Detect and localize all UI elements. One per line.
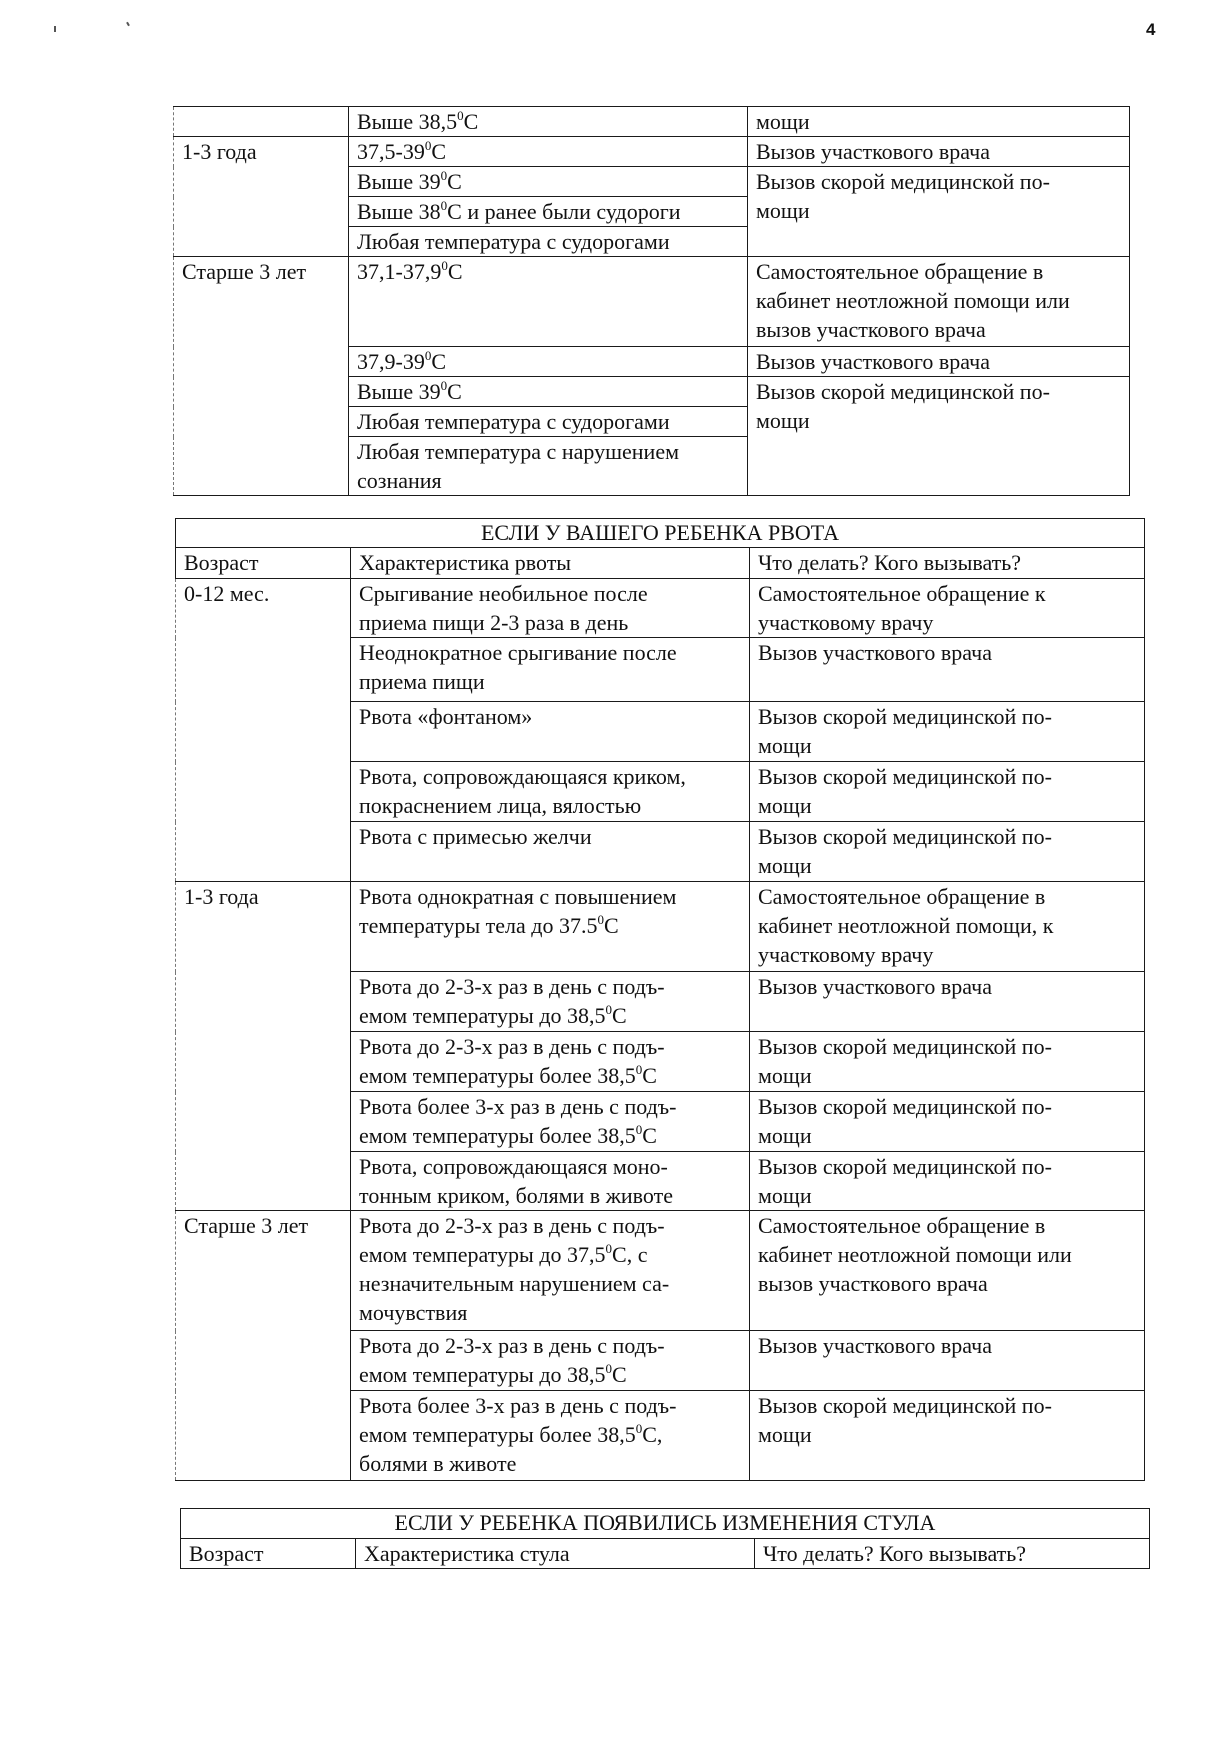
age-cell: 1-3 года (174, 137, 349, 257)
header-characteristic: Характеристика рвоты (351, 548, 750, 579)
header-age: Возраст (176, 548, 351, 579)
condition-cell: $37,5-39^0C$ (349, 137, 748, 167)
characteristic-cell: Срыгивание необильное после приема пищи 2-3 раза в день (351, 579, 750, 638)
table-row (174, 257, 1130, 347)
condition-cell: Любая температура с судорогами (349, 407, 748, 437)
action-cell: Вызов скорой медицинской по- мощи (750, 1032, 1145, 1092)
characteristic-cell: Рвота, сопровождающаяся моно- тонным криком, болями в животе (351, 1152, 750, 1211)
action-cell: Вызов участкового врача (748, 137, 1130, 167)
characteristic-cell: Рвота до 2-3-х раз в день с подъ- емом температуры до 38,5$^0$C (351, 1331, 750, 1391)
table-row (174, 107, 1130, 137)
action-cell: Вызов скорой медицинской по- мощи (750, 702, 1145, 762)
action-cell: Самостоятельное обращение к участковому врачу (750, 579, 1145, 638)
characteristic-cell: Рвота, сопровождающаяся криком, покраснением лица, вялостью (351, 762, 750, 822)
characteristic-cell: Неоднократное срыгивание после приема пищи (351, 638, 750, 702)
action-cell: Вызов скорой медицинской по- мощи (750, 762, 1145, 822)
condition-cell: Выше 38,5$^0$C (349, 107, 748, 137)
action-cell: Самостоятельное обращение в кабинет неотложной помощи или вызов участкового врача (748, 257, 1130, 347)
age-cell: 0-12 мес. (176, 579, 351, 882)
characteristic-cell: Рвота до 2-3-х раз в день с подъ- емом температуры более 38,5$^0$C (351, 1032, 750, 1092)
header-characteristic: Характеристика стула (356, 1539, 755, 1569)
action-cell: Вызов участкового врача (748, 347, 1130, 377)
action-cell: Вызов скорой медицинской по- мощи (750, 1092, 1145, 1152)
condition-cell: 37,1-37,9$^0$C (349, 257, 748, 347)
characteristic-cell: Рвота однократная с повышением температуры тела до 37.5$^0$C (351, 882, 750, 972)
table-row (174, 137, 1130, 167)
table-title-row (181, 1509, 1150, 1539)
condition-cell: Любая температура с нарушением сознания (349, 437, 748, 496)
condition-cell: Выше $39^0C$ (349, 167, 748, 197)
action-cell: Вызов участкового врача (750, 972, 1145, 1032)
header-age: Возраст (181, 1539, 356, 1569)
header-action: Что делать? Кого вызывать? (750, 548, 1145, 579)
action-cell: Вызов скорой медицинской по- мощи (748, 377, 1130, 496)
action-cell: Вызов участкового врача (750, 1331, 1145, 1391)
characteristic-cell: Рвота более 3-х раз в день с подъ- емом температуры более 38,5$^0$C (351, 1092, 750, 1152)
action-cell: Вызов скорой медицинской по- мощи (748, 167, 1130, 257)
action-cell: Вызов участкового врача (750, 638, 1145, 702)
scan-artifact (126, 22, 130, 26)
stool-table (180, 1508, 1150, 1569)
vomiting-table (175, 518, 1145, 1481)
fever-table (173, 106, 1130, 496)
action-cell: Вызов скорой медицинской по- мощи (750, 1152, 1145, 1211)
age-cell: 1-3 года (176, 882, 351, 1211)
table-header-row (181, 1539, 1150, 1569)
action-cell: Вызов скорой медицинской по- мощи (750, 822, 1145, 882)
action-cell: Самостоятельное обращение в кабинет неотложной помощи или вызов участкового врача (750, 1211, 1145, 1331)
characteristic-cell: Рвота до 2-3-х раз в день с подъ- емом температуры до 37,5$^0$C, с незначительным нарушением са- мочувствия (351, 1211, 750, 1331)
characteristic-cell: Рвота более 3-х раз в день с подъ- емом температуры более 38,5$^0$C, болями в животе (351, 1391, 750, 1481)
table-row (176, 882, 1145, 972)
condition-cell: Выше $38^0C$ и ранее были судороги (349, 197, 748, 227)
action-cell: Вызов скорой медицинской по- мощи (750, 1391, 1145, 1481)
age-cell (174, 107, 349, 137)
page-number: 4 (1146, 20, 1156, 39)
table-title: ЕСЛИ У ВАШЕГО РЕБЕНКА РВОТА (176, 519, 1145, 548)
table-row (176, 579, 1145, 638)
age-cell: Старше 3 лет (174, 257, 349, 496)
table-title: ЕСЛИ У РЕБЕНКА ПОЯВИЛИСЬ ИЗМЕНЕНИЯ СТУЛА (181, 1509, 1150, 1539)
action-cell: мощи (748, 107, 1130, 137)
table-header-row (176, 548, 1145, 579)
condition-cell: Любая температура с судорогами (349, 227, 748, 257)
characteristic-cell: Рвота с примесью желчи (351, 822, 750, 882)
scan-artifact (54, 26, 56, 32)
age-cell: Старше 3 лет (176, 1211, 351, 1481)
characteristic-cell: Рвота до 2-3-х раз в день с подъ- емом температуры до 38,5$^0$C (351, 972, 750, 1032)
action-cell: Самостоятельное обращение в кабинет неотложной помощи, к участковому врачу (750, 882, 1145, 972)
condition-cell: $37,9-39^0C$ (349, 347, 748, 377)
condition-cell: Выше $39^0C$ (349, 377, 748, 407)
header-action: Что делать? Кого вызывать? (755, 1539, 1150, 1569)
characteristic-cell: Рвота «фонтаном» (351, 702, 750, 762)
table-row (176, 1211, 1145, 1331)
table-title-row (176, 519, 1145, 548)
